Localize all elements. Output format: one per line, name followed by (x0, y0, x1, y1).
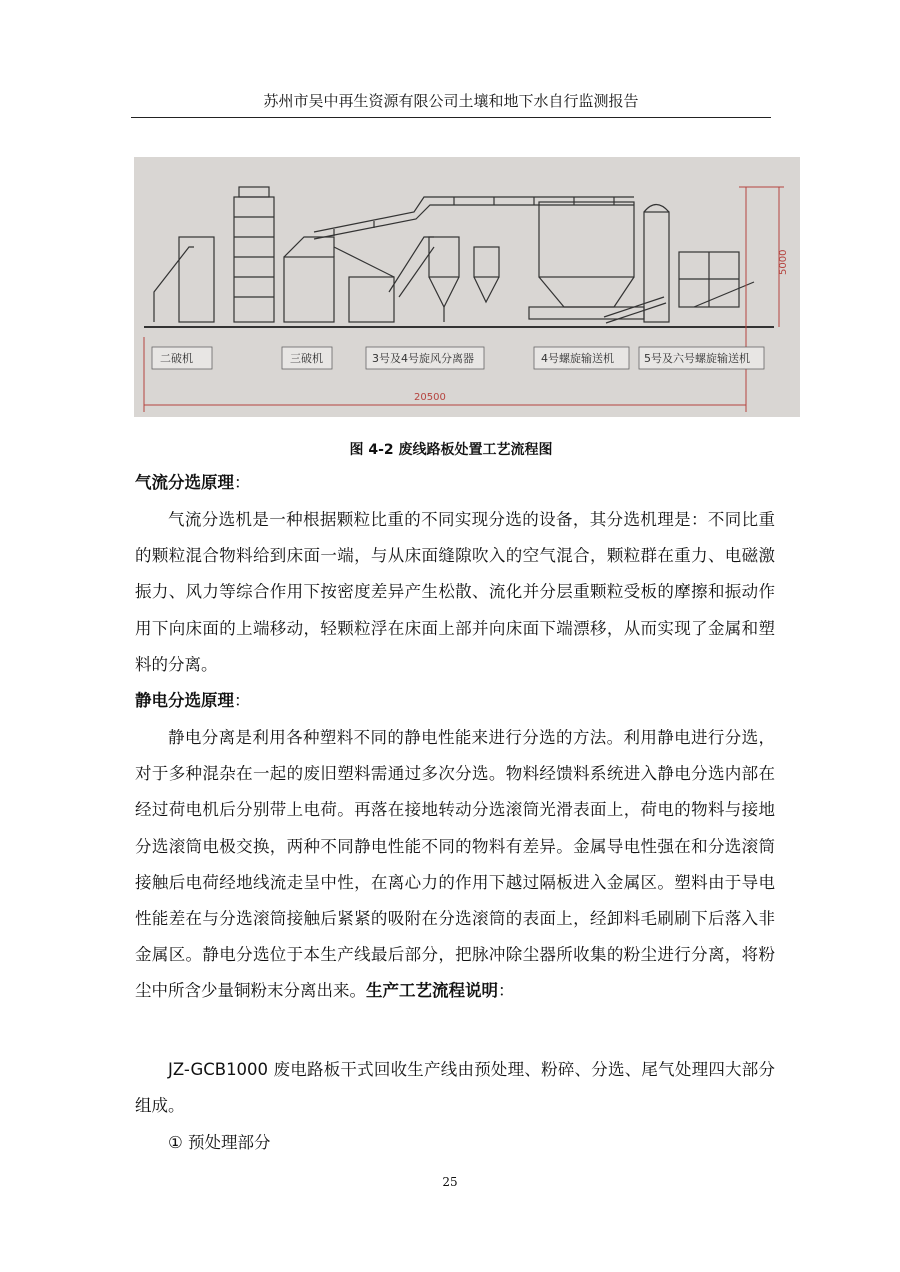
process-figure (134, 157, 800, 417)
figure-label-crusher-2: 二破机 (160, 352, 193, 365)
figure-label-screw-4: 4号螺旋输送机 (541, 352, 614, 365)
process-paragraph: JZ-GCB1000 废电路板干式回收生产线由预处理、粉碎、分选、尾气处理四大部分组成。 (135, 1060, 775, 1116)
section-title-airflow (135, 465, 775, 501)
page-number: 25 (442, 1175, 458, 1189)
equipment-drawing (134, 157, 800, 417)
section-title-electrostatic (135, 683, 775, 719)
page-header: 苏州市吴中再生资源有限公司土壤和地下水自行监测报告 (263, 92, 639, 110)
electrostatic-heading: 静电分选原理 (135, 691, 234, 710)
airflow-colon: ： (234, 473, 251, 492)
pretreatment-item: ① 预处理部分 (168, 1133, 271, 1152)
process-colon: ： (498, 981, 515, 1001)
electrostatic-text: 静电分离是利用各种塑料不同的静电性能来进行分选的方法。利用静电进行分选，对于多种混杂在一起的废旧塑料需通过多次分选。物料经馈料系统进入静电分选内部在经过荷电机后分别带上电荷。再落在接地转动分选滚筒光滑表面上，荷电的物料与接地分选滚筒电极交换，两种不同静电性能不同的物料有差异。金属导电性强在和分选滚筒接触后电荷经地线流走呈中性，在离心力的作用下越过隔板进入金属区。塑料由于导电性能差在与分选滚筒接触后紧紧的吸附在分选滚筒的表面上，经卸料毛刷刷下后落入非金属区。静电分选位于本生产线最后部分，把脉冲除尘器所收集的粉尘进行分离，将粉尘中所含少量铜粉末分离出来。 (135, 728, 775, 1001)
airflow-heading: 气流分选原理 (135, 473, 234, 492)
electrostatic-colon: ： (234, 691, 251, 710)
airflow-paragraph: 气流分选机是一种根据颗粒比重的不同实现分选的设备，其分选机理是：不同比重的颗粒混合物料给到床面一端，与从床面缝隙吹入的空气混合，颗粒群在重力、电磁激振力、风力等综合作用下按密度差异产生松散、流化并分层重颗粒受板的摩擦和振动作用下向床面的上端移动，轻颗粒浮在床面上部并向床面下端漂移，从而实现了金属和塑料的分离。 (135, 510, 775, 674)
dim-width-label: 20500 (414, 392, 446, 403)
header-rule (131, 117, 771, 118)
figure-label-screw-5-6: 5号及六号螺旋输送机 (644, 352, 750, 365)
figure-label-crusher-3: 三破机 (290, 352, 323, 365)
process-heading: 生产工艺流程说明 (366, 981, 498, 1001)
figure-caption: 图 4-2 废线路板处置工艺流程图 (349, 442, 553, 458)
figure-label-cyclone: 3号及4号旋风分离器 (372, 352, 474, 365)
dim-height-label: 5000 (778, 249, 789, 275)
electrostatic-paragraph (135, 720, 775, 1010)
